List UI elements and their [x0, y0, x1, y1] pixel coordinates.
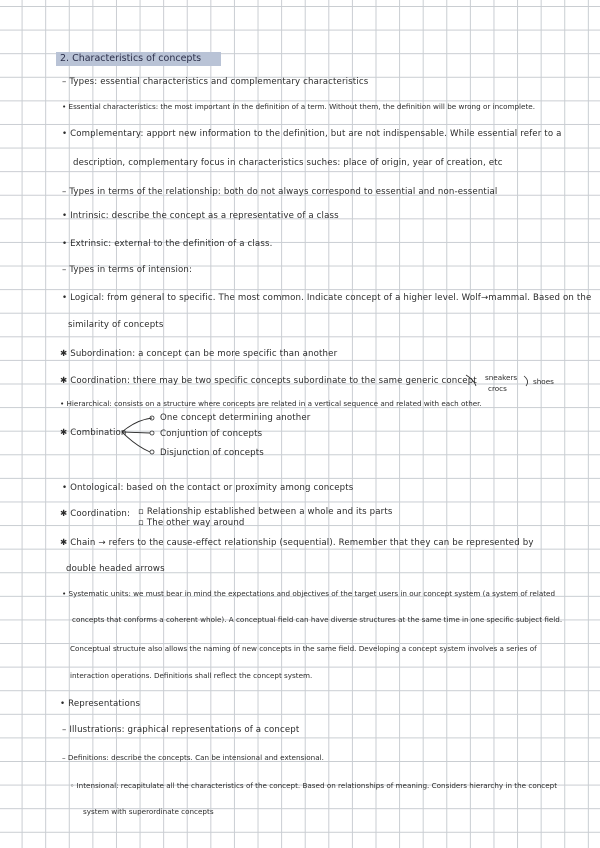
- crocs-label: crocs: [488, 384, 507, 393]
- combination-item-c: Disjunction of concepts: [160, 448, 264, 458]
- intension-line: – Types in terms of intension:: [62, 265, 193, 275]
- chain-line-2: double headed arrows: [66, 564, 165, 574]
- page-title: 2. Characteristics of concepts: [60, 53, 202, 64]
- intensional-line-1: ◦ Intensional: recapitulate all the characteristics of the concept. Based on relationships of meaning. Considers hierarchy in the concept: [70, 781, 558, 790]
- extrinsic-line: • Extrinsic: external to the definition of a class.: [62, 239, 273, 249]
- intensional-line-2: system with superordinate concepts: [83, 807, 214, 816]
- coordination2-item-b: ▫ The other way around: [138, 518, 245, 528]
- complementary-line-2: description, complementary focus in characteristics suches: place of origin, year of creation, etc: [73, 158, 503, 168]
- ontological-line: • Ontological: based on the contact or proximity among concepts: [62, 483, 354, 493]
- illustrations-line: – Illustrations: graphical representations of a concept: [62, 725, 300, 735]
- intrinsic-line: • Intrinsic: describe the concept as a representative of a class: [62, 211, 339, 221]
- hierarchical-line: • Hierarchical: consists on a structure where concepts are related in a vertical sequence and related with each other.: [60, 399, 482, 408]
- chain-line-1: ✱ Chain → refers to the cause-effect relationship (sequential). Remember that they can be represented by: [60, 538, 534, 548]
- systematic-line-4: interaction operations. Definitions shall reflect the concept system.: [70, 671, 313, 680]
- systematic-line-1: • Systematic units: we must bear in mind the expectations and objectives of the target users in our concept system (a system of related: [62, 589, 556, 598]
- logical-line-2: similarity of concepts: [68, 320, 164, 330]
- shoes-label: shoes: [533, 377, 554, 386]
- combination-item-a: One concept determining another: [160, 413, 311, 423]
- representations-heading: • Representations: [60, 699, 141, 709]
- sneakers-label: sneakers: [485, 373, 518, 382]
- subordination-line: ✱ Subordination: a concept can be more specific than another: [60, 349, 338, 359]
- combination-item-b: Conjuntion of concepts: [160, 429, 263, 439]
- relationship-line: – Types in terms of the relationship: both do not always correspond to essential and non-essential: [62, 187, 498, 197]
- combination-label: ✱ Combination: [60, 428, 127, 438]
- coordination-line: ✱ Coordination: there may be two specific concepts subordinate to the same generic concept: [60, 376, 477, 386]
- coordination2-item-a: ▫ Relationship established between a whole and its parts: [138, 507, 393, 517]
- systematic-line-2: concepts that conforms a coherent whole). A conceptual field can have diverse structures at the same time in one specific subject field.: [72, 615, 563, 624]
- systematic-line-3: Conceptual structure also allows the naming of new concepts in the same field. Developing a concept system involves a series of: [70, 644, 537, 653]
- types-line: – Types: essential characteristics and complementary characteristics: [62, 77, 369, 87]
- coordination2-label: ✱ Coordination:: [60, 509, 130, 519]
- definitions-line: – Definitions: describe the concepts. Can be intensional and extensional.: [62, 753, 324, 762]
- essential-line: • Essential characteristics: the most important in the definition of a term. Without them, the definition will be wrong or incomplete.: [62, 102, 535, 111]
- logical-line-1: • Logical: from general to specific. The most common. Indicate concept of a higher level. Wolf→mammal. Based on the: [62, 293, 592, 303]
- complementary-line-1: • Complementary: apport new information to the definition, but are not indispensable. While essential refer to a: [62, 129, 562, 139]
